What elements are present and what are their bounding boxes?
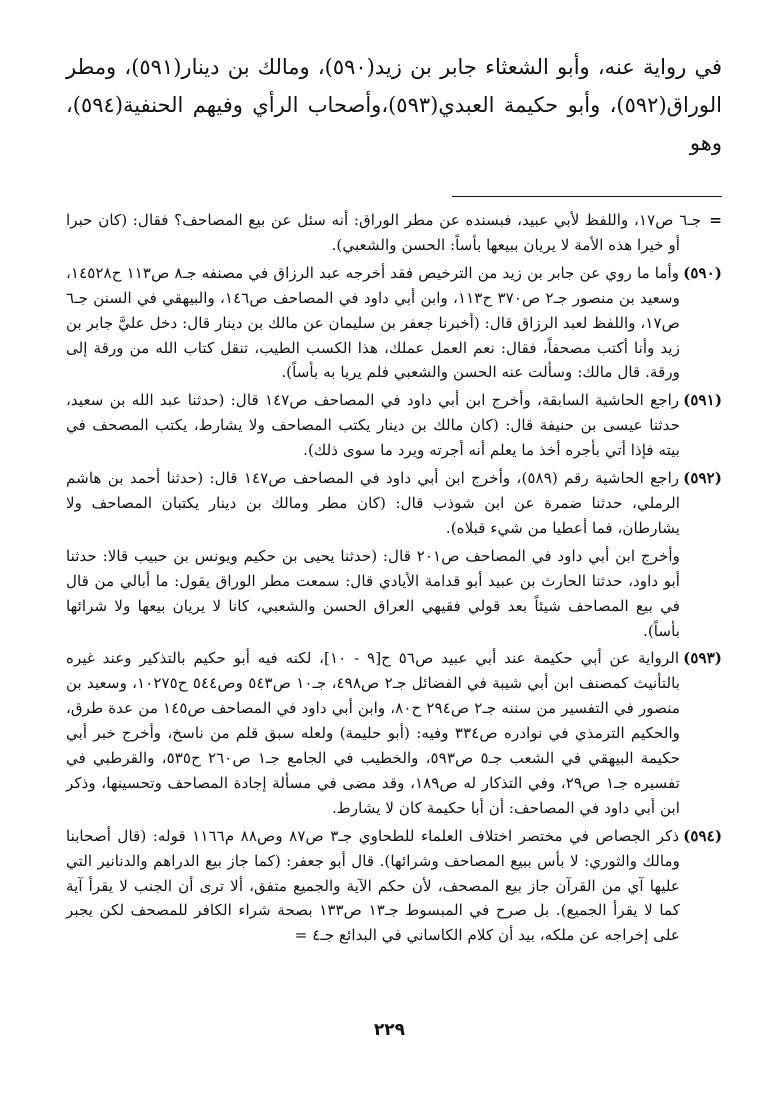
footnote-number: (٥٩٢) <box>683 469 722 488</box>
footnote-593 <box>66 646 722 820</box>
footnote-number: (٥٩٠) <box>683 263 722 282</box>
main-text-line-1: في رواية عنه، وأبو الشعثاء جابر بن زيد(٥٩٠)، ومالك بن دينار(٥٩١)، ومطر <box>66 55 722 79</box>
footnote-number: (٥٩٤) <box>683 826 722 845</box>
footnote-separator <box>452 196 722 197</box>
footnote-continuation-text: جـ٦ ص١٧، واللفظ لأبي عبيد، فبسنده عن مطر الوراق: أنه سئل عن بيع المصاحف؟ فقال: (كان حبرا أو خيرا هذه الأمة لا يريان ببيعها بأساً: الحسن والشعبي). <box>66 211 702 254</box>
footnote-592 <box>66 466 722 541</box>
footnote-590 <box>66 261 722 386</box>
footnote-text: راجع الحاشية السابقة، وأخرج ابن أبي داود في المصاحف ص١٤٧ قال: (حدثنا عبد الله بن سعيد، حدثنا عيسى بن حنيفة قال: (كان مالك بن دينار يكتب المصاحف ولا يشارط، يكتب المصحف في بيته فإذا أتي بأجره أخذ ما يعلم أنه أجرته ويرد ما سوى ذلك). <box>66 391 680 460</box>
page-body <box>66 48 722 945</box>
footnote-592-continued: وأخرج ابن أبي داود في المصاحف ص٢٠١ قال: (حدثنا يحيى بن حكيم ويونس بن حبيب قالا: حدثنا أبو داود، حدثنا الحارث بن عبيد أبو قدامة الأيادي قال: سمعت مطر الوراق يقول: ما أبالي من قال في بيع المصاحف شيئاً بعد قولي فقيهي العراق الحسن والشعبي، كانا لا يريان بيعها ولا شرائها بأساً). <box>66 546 680 640</box>
footnote-number: (٥٩١) <box>683 391 722 410</box>
footnotes <box>66 208 722 951</box>
footnote-text: راجع الحاشية رقم (٥٨٩)، وأخرج ابن أبي داود في المصاحف ص١٤٧ قال: (حدثنا أحمد بن هاشم الرملي، حدثنا ضمرة عن ابن شوذب قال: (كان مطر ومالك بن دينار يكتبان المصاحف ولا يشارطان، فما أعطيا من شيء قبلاه). <box>66 469 680 537</box>
page-number: ٢٢٩ <box>373 1020 406 1040</box>
footnote-591 <box>66 388 722 463</box>
footnote-continuation <box>66 208 722 258</box>
continuation-mark: = <box>709 211 722 229</box>
footnote-text: ذكر الجصاص في مختصر اختلاف العلماء للطحاوي جـ٣ ص٨٧ وص٨٨ م١١٦٦ قوله: (قال أصحابنا ومالك والثوري: لا بأس ببيع المصاحف وشرائها). قال أبو جعفر: (كما جاز بيع الدراهم والدنانير التي عليها آي من القرآن جاز بيع المصحف، لأن حكم الآية والجميع متفق، ألا ترى أن الجنب لا يقرأ آية كما لا يقرأ الجميع). بل صرح في المبسوط جـ١٣ ص١٣٣ بصحة شراء الكافر للمصحف لكن يجبر على إخراجه عن ملكه، بيد أن كلام الكاساني في البدائع جـ٤ = <box>66 826 680 945</box>
main-text <box>66 48 722 162</box>
footnote-text: الرواية عن أبي حكيمة عند أبي عبيد ص٥٦ ح[٩ - ١٠]، لكنه فيه أبو حكيم بالتذكير وعند غيره بالتأنيث كمصنف ابن أبي شيبة في الفضائل جـ٢ ص٤٩٨، جـ١٠ ص٥٤٣ وص٥٤٤ ح١٠٢٧٥، وسعيد بن منصور في التفسير من سننه جـ٢ ص٢٩٤ ح٨٠، وابن أبي داود في المصاحف ص١٤٥ من عدة طرق، والحكيم الترمذي في نوادره ص٣٣٤ وفيه: (أبو حليمة) ولعله سبق قلم من ناسخ، وأخرج خبر أبي حكيمة البيهقي في الشعب جـ٥ ص٥٩٣، والخطيب في الجامع جـ١ ص٢٦٠ ح٥٣٥، والقرطبي في تفسيره جـ١ ص٢٩، وفي التذكار له ص١٨٩، وقد مضى في مسألة إجادة المصاحف وتحسينها، وذكر ابن أبي داود في المصاحف: أن أبا حكيمة كان لا يشارط. <box>66 649 680 817</box>
main-text-line-2: الوراق(٥٩٢)، وأبو حكيمة العبدي(٥٩٣)،وأصحاب الرأي وفيهم الحنفية(٥٩٤)، وهو <box>66 93 722 155</box>
footnote-594 <box>66 824 722 949</box>
footnote-number: (٥٩٣) <box>683 649 722 668</box>
footnote-text: وأما ما روي عن جابر بن زيد من الترخيص فقد أخرجه عبد الرزاق في مصنفه جـ٨ ص١١٣ ح١٤٥٢٨، وسعيد بن منصور جـ٢ ص٣٧٠ ح١١٣، وابن أبي داود في المصاحف ص١٤٦، والبيهقي في السنن جـ٦ ص١٧، واللفظ لعبد الرزاق قال: (أخبرنا جعفر بن سليمان عن مالك بن دينار قال: دخل عليَّ جابر بن زيد وأنا أكتب مصحفاً، فقال: نعم العمل عملك، هذا الكسب الطيب، تنقل كتاب الله من ورقة إلى ورقة. قال مالك: وسألت عنه الحسن والشعبي فلم يريا به بأساً). <box>66 263 680 382</box>
